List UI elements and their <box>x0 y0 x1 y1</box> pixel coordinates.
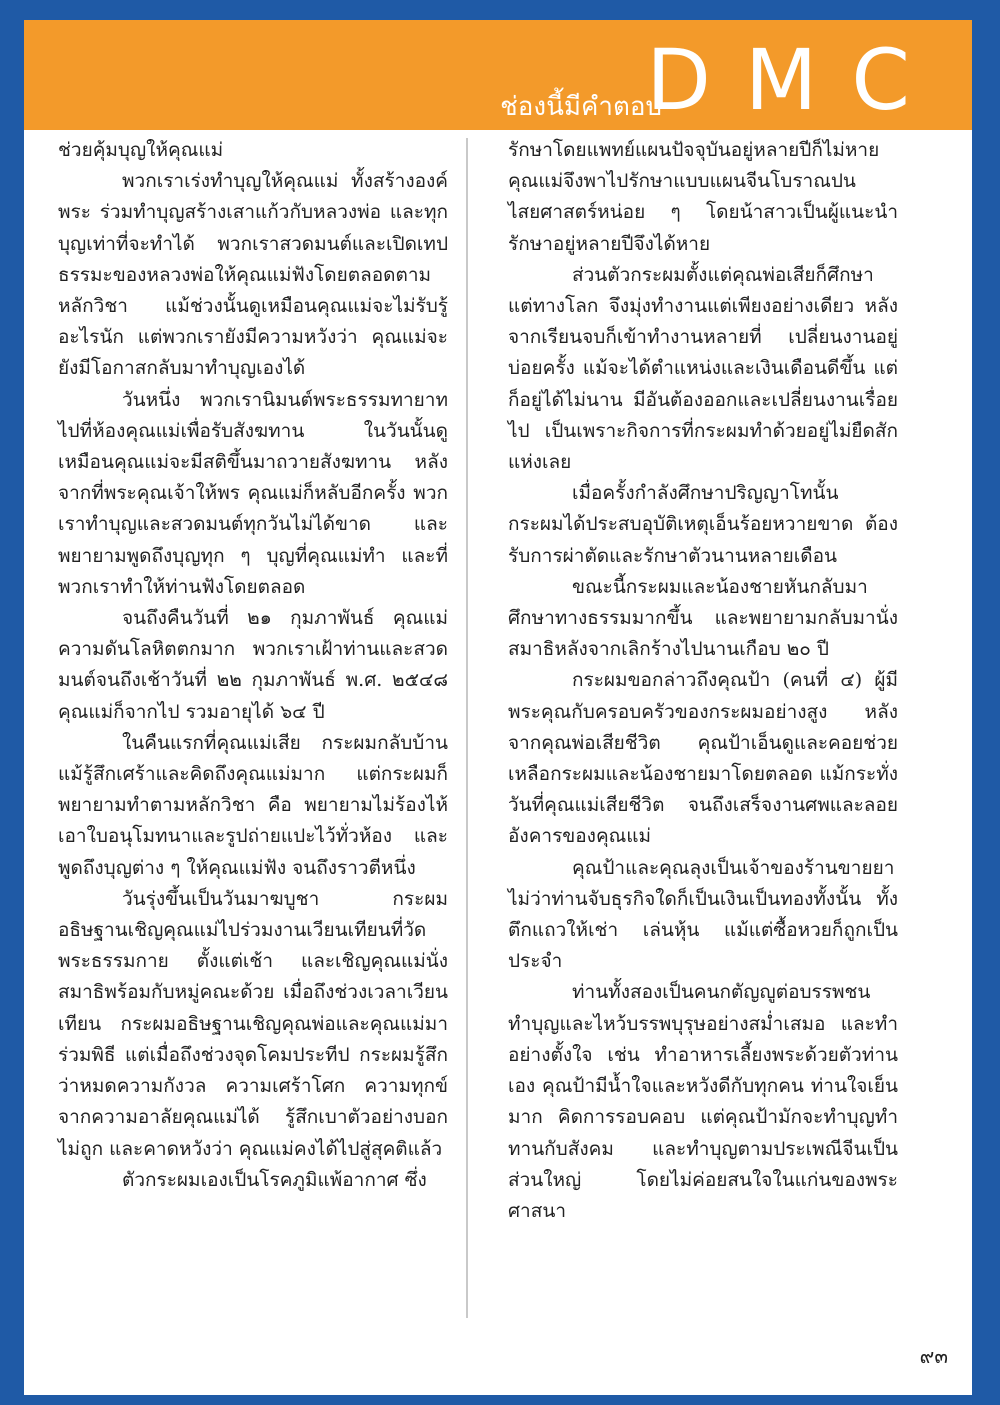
paragraph: จนถึงคืนวันที่ ๒๑ กุมภาพันธ์ คุณแม่ความดันโลหิตตกมาก พวกเราเฝ้าท่านและสวดมนต์จนถึงเช้าวันที่ ๒๒ กุมภาพันธ์ พ.ศ. ๒๕๔๘ คุณแม่ก็จากไป รวมอายุได้ ๖๔ ปี <box>58 607 448 723</box>
header-band <box>24 20 972 130</box>
paragraph: ส่วนตัวกระผมตั้งแต่คุณพ่อเสียก็ศึกษาแต่ทางโลก จึงมุ่งทำงานแต่เพียงอย่างเดียว หลังจากเรียนจบก็เข้าทำงานหลายที่ เปลี่ยนงานอยู่บ่อยครั้ง แม้จะได้ตำแหน่งและเงินเดือนดีขึ้น แต่ก็อยู่ได้ไม่นาน มีอันต้องออกและเปลี่ยนงานเรื่อยไป เป็นเพราะกิจการที่กระผมทำด้วยอยู่ไม่ยืดสักแห่งเลย <box>508 263 898 474</box>
paragraph: พวกเราเร่งทำบุญให้คุณแม่ ทั้งสร้างองค์พระ ร่วมทำบุญสร้างเสาแก้วกับหลวงพ่อ และทุกบุญเท่าที่จะทำได้ พวกเราสวดมนต์และเปิดเทปธรรมะของหลวงพ่อให้คุณแม่ฟังโดยตลอดตามหลักวิชา แม้ช่วงนั้นดูเหมือนคุณแม่จะไม่รับรู้อะไรนัก แต่พวกเรายังมีความหวังว่า คุณแม่จะยังมีโอกาสกลับมาทำบุญเองได้ <box>58 170 448 380</box>
header-brand-logo: DMC <box>646 31 944 129</box>
paragraph: ช่วยคุ้มบุญให้คุณแม่ <box>58 139 224 161</box>
paragraph: กระผมขอกล่าวถึงคุณป้า (คนที่ ๔) ผู้มีพระคุณกับครอบครัวของกระผมอย่างสูง หลังจากคุณพ่อเสียชีวิต คุณป้าเอ็นดูและคอยช่วยเหลือกระผมและน้องชายมาโดยตลอด แม้กระทั่งวันที่คุณแม่เสียชีวิต จนถึงเสร็จงานศพและลอยอังคารของคุณแม่ <box>508 669 898 848</box>
header-subtitle: ช่องนี้มีคำตอบ <box>500 92 662 122</box>
paragraph: คุณป้าและคุณลุงเป็นเจ้าของร้านขายยา ไม่ว่าท่านจับธุรกิจใดก็เป็นเงินเป็นทองทั้งนั้น ทั้งตึกแถวให้เช่า เล่นหุ้น แม้แต่ซื้อหวยก็ถูกเป็นประจำ <box>508 856 898 973</box>
page-number: ๙๓ <box>919 1344 948 1368</box>
paragraph: วันหนึ่ง พวกเรานิมนต์พระธรรมทายาทไปที่ห้องคุณแม่เพื่อรับสังฆทาน ในวันนั้นดูเหมือนคุณแม่จะมีสติขึ้นมาถวายสังฆทาน หลังจากที่พระคุณเจ้าให้พร คุณแม่ก็หลับอีกครั้ง พวกเราทำบุญและสวดมนต์ทุกวันไม่ได้ขาด และพยายามพูดถึงบุญทุก ๆ บุญที่คุณแม่ทำ และที่พวกเราทำให้ท่านฟังโดยตลอด <box>58 388 448 598</box>
left-column <box>58 135 448 1196</box>
right-column <box>508 135 898 1227</box>
paragraph: ในคืนแรกที่คุณแม่เสีย กระผมกลับบ้านแม้รู้สึกเศร้าและคิดถึงคุณแม่มาก แต่กระผมก็พยายามทำตามหลักวิชา คือ พยายามไม่ร้องไห้ เอาใบอนุโมทนาและรูปถ่ายแปะไว้ทั่วห้อง และพูดถึงบุญต่าง ๆ ให้คุณแม่ฟัง จนถึงราวตีหนึ่ง <box>58 731 448 879</box>
paragraph: วันรุ่งขึ้นเป็นวันมาฆบูชา กระผมอธิษฐานเชิญคุณแม่ไปร่วมงานเวียนเทียนที่วัดพระธรรมกาย ตั้งแต่เช้า และเชิญคุณแม่นั่งสมาธิพร้อมกับหมู่คณะด้วย เมื่อถึงช่วงเวลาเวียนเทียน กระผมอธิษฐานเชิญคุณพ่อและคุณแม่มาร่วมพิธี แต่เมื่อถึงช่วงจุดโคมประทีป กระผมรู้สึกว่าหมดความกังวล ความเศร้าโศก ความทุกข์จากความอาลัยคุณแม่ได้ รู้สึกเบาตัวอย่างบอกไม่ถูก และคาดหวังว่า คุณแม่คงได้ไปสู่สุคติแล้ว <box>58 887 448 1160</box>
paragraph: เมื่อครั้งกำลังศึกษาปริญญาโทนั้น กระผมได้ประสบอุบัติเหตุเอ็นร้อยหวายขาด ต้องรับการผ่าตัดและรักษาตัวนานหลายเดือน <box>508 482 898 567</box>
paragraph: ขณะนี้กระผมและน้องชายหันกลับมาศึกษาทางธรรมมากขึ้น และพยายามกลับมานั่งสมาธิหลังจากเลิกร้างไปนานเกือบ ๒๐ ปี <box>508 575 898 661</box>
paragraph: รักษาโดยแพทย์แผนปัจจุบันอยู่หลายปีก็ไม่หาย คุณแม่จึงพาไปรักษาแบบแผนจีนโบราณปนไสยศาสตร์หน่อย ๆ โดยน้าสาวเป็นผู้แนะนำ รักษาอยู่หลายปีจึงได้หาย <box>508 139 898 255</box>
paragraph: ตัวกระผมเองเป็นโรคภูมิแพ้อากาศ ซึ่ง <box>122 1168 427 1191</box>
paragraph: ท่านทั้งสองเป็นคนกตัญญูต่อบรรพชน ทำบุญและไหว้บรรพบุรุษอย่างสม่ำเสมอ และทำอย่างตั้งใจ เช่น ทำอาหารเลี้ยงพระด้วยตัวท่านเอง คุณป้ามีน้ำใจและหวังดีกับทุกคน ท่านใจเย็นมาก คิดการรอบคอบ แต่คุณป้ามักจะทำบุญทำทานกับสังคม และทำบุญตามประเพณีจีนเป็นส่วนใหญ่ โดยไม่ค่อยสนใจในแก่นของพระศาสนา <box>508 981 898 1222</box>
column-divider <box>466 138 468 1318</box>
